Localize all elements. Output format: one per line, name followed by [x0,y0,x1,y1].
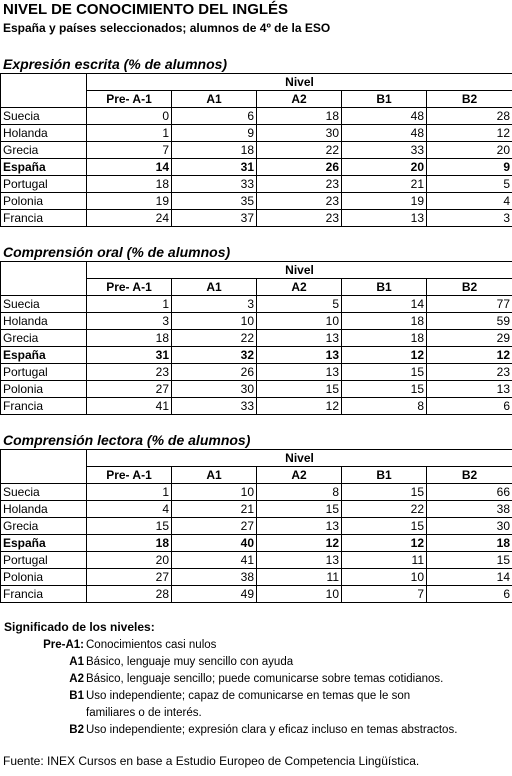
country-cell: España [1,535,87,552]
table-row [1,484,512,501]
value-cell: 30 [427,518,512,535]
value-cell: 22 [172,330,257,347]
value-cell: 11 [257,569,342,586]
value-cell: 23 [257,193,342,210]
value-cell: 23 [87,364,172,381]
value-cell: 5 [427,176,512,193]
country-cell: Grecia [1,142,87,159]
nivel-header: Nivel [87,74,512,91]
value-cell: 10 [172,313,257,330]
country-cell: Portugal [1,364,87,381]
value-cell: 33 [342,142,427,159]
section-title: Expresión escrita (% de alumnos) [3,56,228,72]
value-cell: 15 [342,484,427,501]
level-header: B1 [342,467,427,484]
value-cell: 14 [87,159,172,176]
table-row [1,535,512,552]
value-cell: 8 [257,484,342,501]
value-cell: 41 [172,552,257,569]
value-cell: 20 [342,159,427,176]
value-cell: 6 [427,398,512,415]
value-cell: 15 [342,364,427,381]
value-cell: 13 [257,518,342,535]
legend-code: A1 [69,656,84,668]
value-cell: 6 [427,586,512,603]
value-cell: 13 [257,330,342,347]
country-cell: Holanda [1,125,87,142]
value-cell: 23 [257,176,342,193]
country-cell: España [1,347,87,364]
value-cell: 59 [427,313,512,330]
value-cell: 18 [87,176,172,193]
legend-item [0,637,512,654]
value-cell: 13 [427,381,512,398]
level-table [0,449,512,603]
value-cell: 9 [427,159,512,176]
value-cell: 7 [87,142,172,159]
value-cell: 3 [87,313,172,330]
table-corner [1,450,87,484]
value-cell: 13 [257,347,342,364]
value-cell: 22 [257,142,342,159]
level-header: Pre- A-1 [87,467,172,484]
value-cell: 7 [342,586,427,603]
value-cell: 27 [87,569,172,586]
value-cell: 8 [342,398,427,415]
table-row [1,398,512,415]
value-cell: 26 [257,159,342,176]
country-cell: Francia [1,398,87,415]
table-row [1,330,512,347]
level-header: A1 [172,279,257,296]
value-cell: 38 [172,569,257,586]
level-header: A2 [257,467,342,484]
level-header: A1 [172,91,257,108]
country-cell: Holanda [1,313,87,330]
value-cell: 15 [87,518,172,535]
country-cell: Grecia [1,330,87,347]
value-cell: 12 [257,398,342,415]
value-cell: 13 [257,552,342,569]
value-cell: 18 [87,535,172,552]
country-cell: Portugal [1,552,87,569]
country-cell: Polonia [1,193,87,210]
value-cell: 30 [172,381,257,398]
table-row [1,569,512,586]
value-cell: 27 [172,518,257,535]
legend-item [0,654,512,671]
section-title: Comprensión oral (% de alumnos) [3,244,231,260]
value-cell: 10 [257,586,342,603]
section-title: Comprensión lectora (% de alumnos) [3,432,251,448]
value-cell: 15 [427,552,512,569]
legend [0,637,512,739]
value-cell: 28 [427,108,512,125]
legend-description: Básico, lenguaje muy sencillo con ayuda [86,656,294,668]
country-cell: Suecia [1,296,87,313]
value-cell: 38 [427,501,512,518]
level-header: B2 [427,91,512,108]
value-cell: 33 [172,176,257,193]
value-cell: 18 [427,535,512,552]
value-cell: 15 [342,518,427,535]
table-corner [1,262,87,296]
level-header: B1 [342,91,427,108]
level-header: A2 [257,279,342,296]
table-row [1,381,512,398]
value-cell: 10 [257,313,342,330]
legend-title: Significado de los niveles: [4,620,155,634]
country-cell: Francia [1,586,87,603]
value-cell: 77 [427,296,512,313]
table-row [1,586,512,603]
value-cell: 19 [87,193,172,210]
level-header: B2 [427,279,512,296]
value-cell: 26 [172,364,257,381]
table-row [1,125,512,142]
value-cell: 10 [342,569,427,586]
table-row [1,108,512,125]
value-cell: 15 [257,501,342,518]
value-cell: 28 [87,586,172,603]
table-row [1,176,512,193]
value-cell: 21 [342,176,427,193]
value-cell: 12 [257,535,342,552]
legend-description: Básico, lenguaje sencillo; puede comunicarse sobre temas cotidianos. [86,673,444,685]
page-title: NIVEL DE CONOCIMIENTO DEL INGLÉS [3,1,289,18]
country-cell: Francia [1,210,87,227]
source-note: Fuente: INEX Cursos en base a Estudio Europeo de Competencia Lingüística. [3,754,420,768]
table-row [1,364,512,381]
value-cell: 10 [172,484,257,501]
value-cell: 13 [257,364,342,381]
country-cell: Polonia [1,569,87,586]
value-cell: 11 [342,552,427,569]
country-cell: Suecia [1,484,87,501]
legend-item [0,705,512,722]
value-cell: 20 [427,142,512,159]
country-cell: Grecia [1,518,87,535]
value-cell: 5 [257,296,342,313]
table-row [1,313,512,330]
value-cell: 40 [172,535,257,552]
level-table [0,73,512,227]
value-cell: 15 [257,381,342,398]
value-cell: 12 [342,535,427,552]
country-cell: España [1,159,87,176]
legend-description: familiares o de interés. [86,707,202,719]
level-header: A1 [172,467,257,484]
value-cell: 31 [87,347,172,364]
table-row [1,518,512,535]
value-cell: 18 [172,142,257,159]
nivel-header: Nivel [87,450,512,467]
value-cell: 37 [172,210,257,227]
table-row [1,159,512,176]
legend-description: Conocimientos casi nulos [86,639,217,651]
country-cell: Polonia [1,381,87,398]
value-cell: 9 [172,125,257,142]
value-cell: 4 [87,501,172,518]
level-table [0,261,512,415]
value-cell: 18 [342,313,427,330]
table-corner [1,74,87,108]
value-cell: 48 [342,108,427,125]
legend-description: Uso independiente; capaz de comunicarse en temas que le son [86,690,411,702]
legend-item [0,671,512,688]
table-row [1,296,512,313]
level-header: Pre- A-1 [87,91,172,108]
legend-code: A2 [69,673,84,685]
value-cell: 19 [342,193,427,210]
legend-code: B1 [69,690,84,702]
value-cell: 4 [427,193,512,210]
value-cell: 31 [172,159,257,176]
level-header: B1 [342,279,427,296]
value-cell: 1 [87,125,172,142]
legend-description: Uso independiente; expresión clara y eficaz incluso en temas abstractos. [86,724,458,736]
value-cell: 41 [87,398,172,415]
value-cell: 20 [87,552,172,569]
level-header: Pre- A-1 [87,279,172,296]
value-cell: 22 [342,501,427,518]
value-cell: 48 [342,125,427,142]
value-cell: 14 [342,296,427,313]
value-cell: 12 [342,347,427,364]
value-cell: 13 [342,210,427,227]
value-cell: 6 [172,108,257,125]
country-cell: Suecia [1,108,87,125]
value-cell: 3 [172,296,257,313]
value-cell: 33 [172,398,257,415]
value-cell: 14 [427,569,512,586]
value-cell: 3 [427,210,512,227]
country-cell: Portugal [1,176,87,193]
legend-item [0,722,512,739]
table-row [1,210,512,227]
legend-code: Pre-A1: [43,639,84,651]
value-cell: 30 [257,125,342,142]
value-cell: 18 [257,108,342,125]
value-cell: 0 [87,108,172,125]
value-cell: 27 [87,381,172,398]
value-cell: 1 [87,296,172,313]
value-cell: 24 [87,210,172,227]
value-cell: 35 [172,193,257,210]
table-row [1,501,512,518]
value-cell: 23 [427,364,512,381]
level-header: B2 [427,467,512,484]
value-cell: 32 [172,347,257,364]
table-row [1,193,512,210]
nivel-header: Nivel [87,262,512,279]
value-cell: 12 [427,125,512,142]
value-cell: 49 [172,586,257,603]
value-cell: 18 [342,330,427,347]
table-row [1,552,512,569]
table-row [1,347,512,364]
level-header: A2 [257,91,342,108]
table-row [1,142,512,159]
value-cell: 23 [257,210,342,227]
value-cell: 18 [87,330,172,347]
value-cell: 21 [172,501,257,518]
value-cell: 15 [342,381,427,398]
value-cell: 1 [87,484,172,501]
legend-code: B2 [69,724,84,736]
value-cell: 29 [427,330,512,347]
legend-item [0,688,512,705]
country-cell: Holanda [1,501,87,518]
value-cell: 12 [427,347,512,364]
value-cell: 66 [427,484,512,501]
page-subtitle: España y países seleccionados; alumnos de 4º de la ESO [3,21,331,35]
